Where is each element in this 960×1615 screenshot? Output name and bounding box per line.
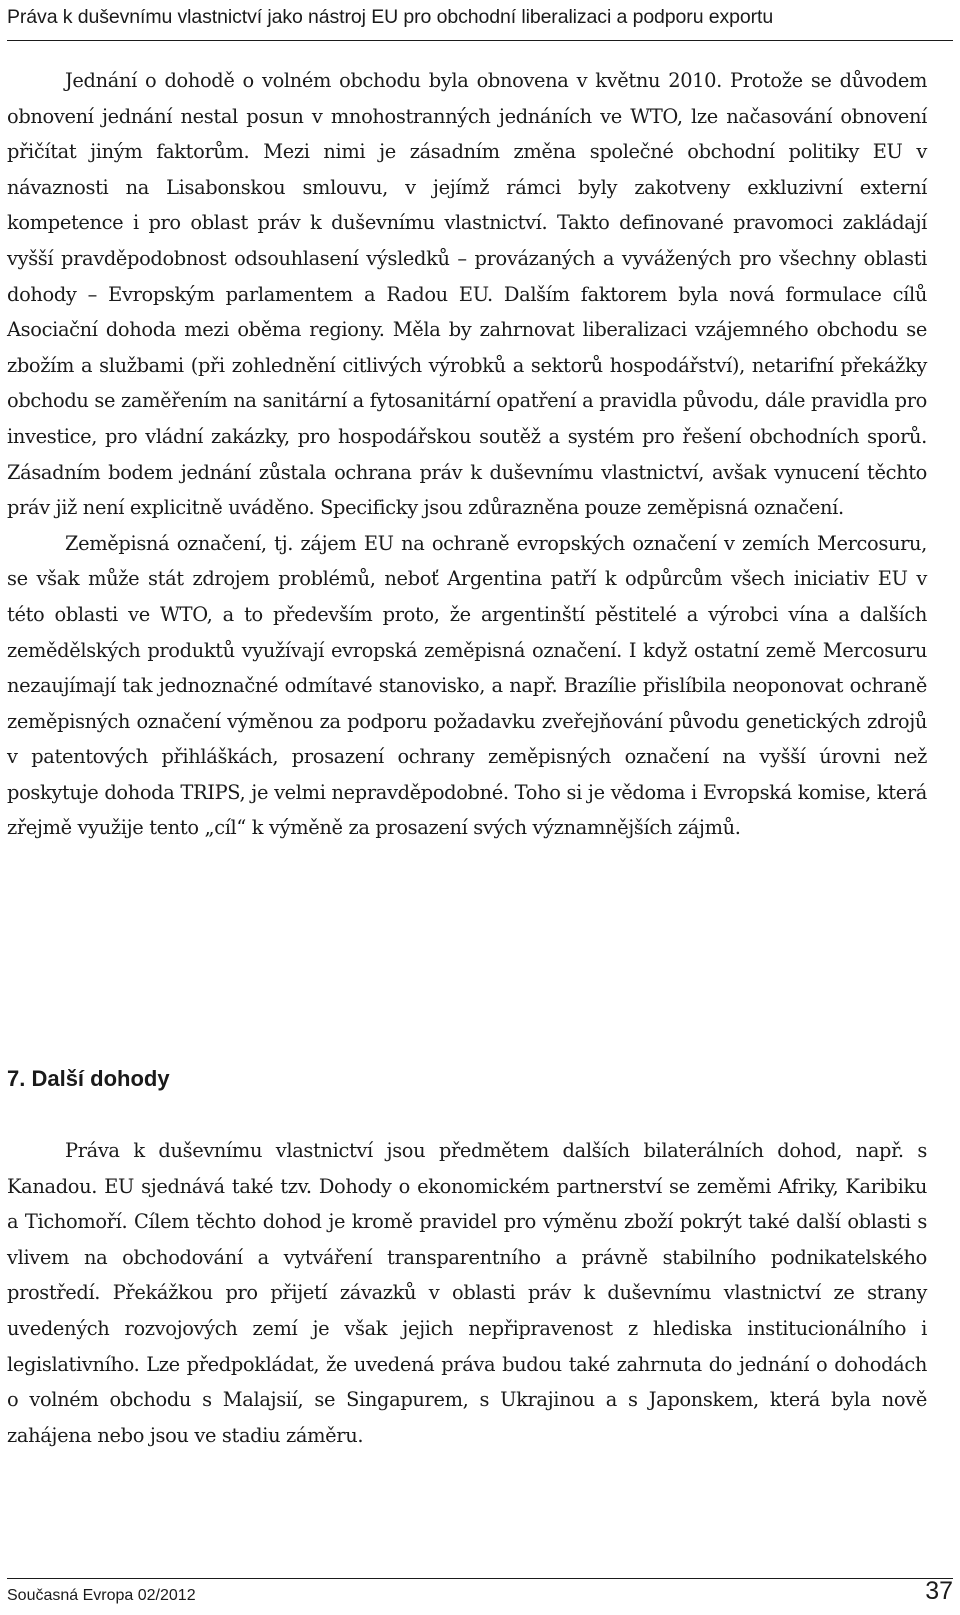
paragraph: Jednání o dohodě o volném obchodu byla obnovena v květnu 2010. Protože se důvodem obnovení jednání nestal posun v mnohostranných jednáních ve WTO, lze načasování obnovení přičítat jiným faktorům. Mezi nimi je zásadním změna společné obchodní politiky EU v návaznosti na Lisabonskou smlouvu, v jejímž rámci byly zakotveny exkluzivní externí kompetence i pro oblast práv k duševnímu vlastnictví. Takto definované pravomoci zakládají vyšší pravděpodobnost odsouhlasení výsledků – provázaných a vyvážených pro všechny oblasti dohody – Evropským parlamentem a Radou EU. Dalším faktorem byla nová formulace cílů Asociační dohoda mezi oběma regiony. Měla by zahrnovat liberalizaci vzájemného obchodu se zbožím a službami (při zohlednění citlivých výrobků a sektorů hospodářství), netarifní překážky obchodu se zaměřením na sanitární a fytosanitární opatření a pravidla původu, dále pravidla pro investice, pro vládní zakázky, pro hospodářskou soutěž a systém pro řešení obchodních sporů. Zásadním bodem jednání zůstala ochrana práv k duševnímu vlastnictví, avšak vynucení těchto práv již není explicitně uváděno. Specificky jsou zdůrazněna pouze zeměpisná označení. [7, 69, 927, 520]
body-text-after-heading [7, 1133, 927, 1453]
running-footer [7, 1578, 953, 1615]
page-number: 37 [925, 1577, 953, 1605]
paragraph: Práva k duševnímu vlastnictví jsou předmětem dalších bilaterálních dohod, např. s Kanadou. EU sjednává také tzv. Dohody o ekonomickém partnerství se zeměmi Afriky, Karibiku a Tichomoří. Cílem těchto dohod je kromě pravidel pro výměnu zboží pokrýt také další oblasti s vlivem na obchodování a vytváření transparentního a právně stabilního podnikatelského prostředí. Překážkou pro přijetí závazků v oblasti práv k duševnímu vlastnictví ze strany uvedených rozvojových zemí je však jejich nepřipravenost z hlediska institucionálního i legislativního. Lze předpokládat, že uvedená práva budou také zahrnuta do jednání o dohodách o volném obchodu s Malajsií, se Singapurem, s Ukrajinou a s Japonskem, která byla nově zahájena nebo jsou ve stadiu záměru. [7, 1139, 927, 1447]
running-header [7, 0, 953, 41]
section-heading: 7. Další dohody [7, 1066, 170, 1091]
journal-name: Současná Evropa 02/2012 [7, 1587, 196, 1604]
body-text-before-heading [7, 63, 927, 846]
paragraph: Zeměpisná označení, tj. zájem EU na ochraně evropských označení v zemích Mercosuru, se však může stát zdrojem problémů, neboť Argentina patří k odpůrcům všech iniciativ EU v této oblasti ve WTO, a to především proto, že argentinští pěstitelé a výrobci vína a dalších zemědělských produktů využívají evropská zeměpisná označení. I když ostatní země Mercosuru nezaujímají tak jednoznačné odmítavé stanovisko, a např. Brazílie přislíbila neoponovat ochraně zeměpisných označení výměnou za podporu požadavku zveřejňování původu genetických zdrojů v patentových přihláškách, prosazení ochrany zeměpisných označení na vyšší úrovni než poskytuje dohoda TRIPS, je velmi nepravděpodobné. Toho si je vědoma i Evropská komise, která zřejmě využije tento „cíl“ k výměně za prosazení svých významnějších zájmů. [7, 531, 927, 840]
running-title: Práva k duševnímu vlastnictví jako nástroj EU pro obchodní liberalizaci a podporu exportu [7, 6, 774, 28]
